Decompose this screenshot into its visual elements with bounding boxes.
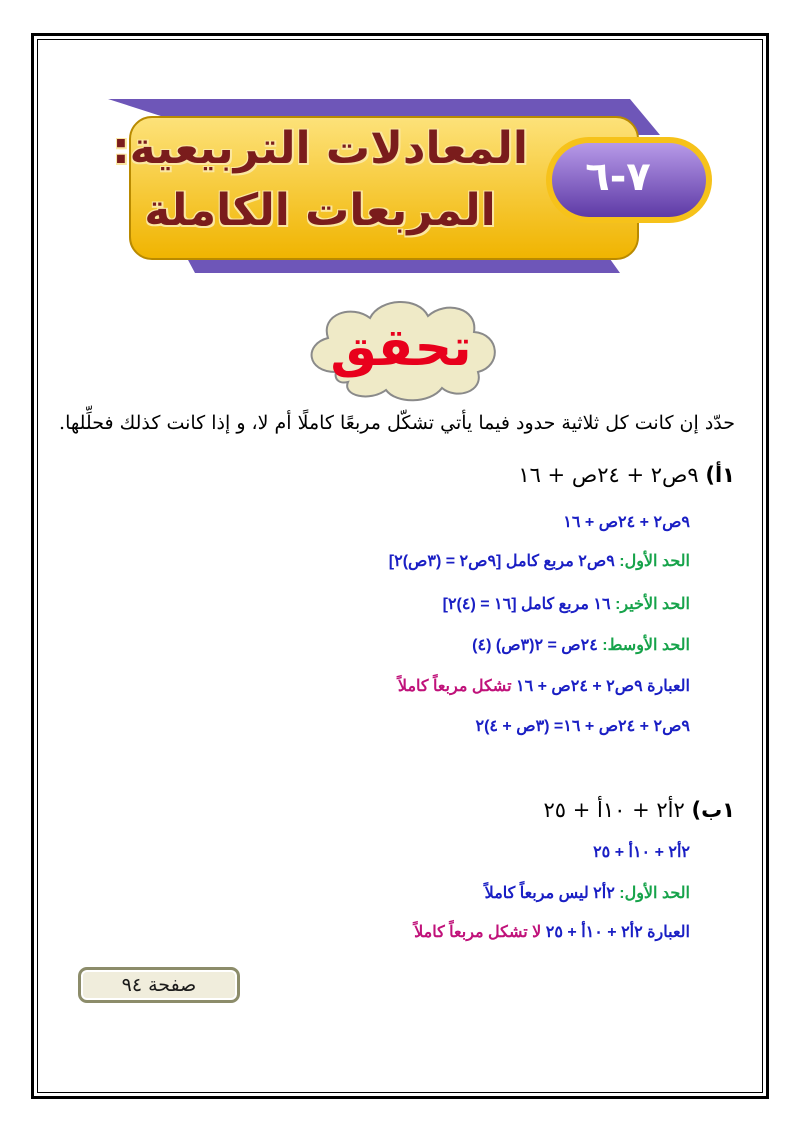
first-term-text: ٩ص٢ مربع كامل [٩ص٢ = (٣ص)٢] bbox=[388, 553, 615, 570]
first-term-text: ٢أ٢ ليس مربعاً كاملاً bbox=[484, 885, 615, 902]
last-term-text: ١٦ مربع كامل [١٦ = (٤)٢] bbox=[442, 596, 611, 613]
part-a-last-term bbox=[443, 594, 690, 614]
part-a-middle-term bbox=[472, 635, 690, 655]
first-term-label: الحد الأول: bbox=[619, 885, 690, 902]
part-a-conclusion bbox=[398, 676, 690, 696]
part-b-expression: ٢أ٢ + ١٠أ + ٢٥ bbox=[593, 844, 690, 861]
part-a-first-term bbox=[389, 551, 690, 571]
part-b-problem: ٢أ٢ + ١٠أ + ٢٥ bbox=[543, 798, 685, 822]
conclusion-prefix: العبارة ٩ص٢ + ٢٤ص + ١٦ bbox=[515, 678, 690, 695]
last-term-label: الحد الأخير: bbox=[615, 596, 690, 613]
conclusion-verdict: تشكل مربعاً كاملاً bbox=[397, 678, 512, 695]
instructions: حدّد إن كانت كل ثلاثية حدود فيما يأتي تشكّل مربعًا كاملًا أم لا، و إذا كانت كذلك فحلِّلها. bbox=[59, 412, 735, 434]
part-a-problem: ٩ص٢ + ٢٤ص + ١٦ bbox=[518, 463, 699, 487]
first-term-label: الحد الأول: bbox=[619, 553, 690, 570]
conclusion-prefix: العبارة ٢أ٢ + ١٠أ + ٢٥ bbox=[545, 924, 690, 941]
part-a-result: ٩ص٢ + ٢٤ص + ١٦= (٣ص + ٤)٢ bbox=[475, 718, 690, 735]
part-b-label: ١ب) bbox=[691, 798, 735, 822]
part-b-heading bbox=[544, 798, 735, 822]
lesson-title-line1: المعادلات التربيعية: bbox=[112, 123, 528, 174]
check-label: تحقق bbox=[330, 318, 472, 378]
part-a-heading bbox=[518, 463, 735, 487]
part-a-label: ١أ) bbox=[705, 463, 735, 487]
lesson-number: ٧-٦ bbox=[585, 154, 651, 200]
page-reference-button[interactable]: صفحة ٩٤ bbox=[78, 967, 240, 1003]
part-a-expression: ٩ص٢ + ٢٤ص + ١٦ bbox=[563, 514, 690, 531]
middle-term-text: ٢٤ص = ٢(٣ص) (٤) bbox=[472, 637, 598, 654]
lesson-title-line2: المربعات الكاملة bbox=[144, 185, 496, 236]
conclusion-verdict: لا تشكل مربعاً كاملاً bbox=[414, 924, 542, 941]
middle-term-label: الحد الأوسط: bbox=[602, 637, 690, 654]
part-b-conclusion bbox=[414, 922, 690, 942]
part-b-first-term bbox=[485, 883, 690, 903]
